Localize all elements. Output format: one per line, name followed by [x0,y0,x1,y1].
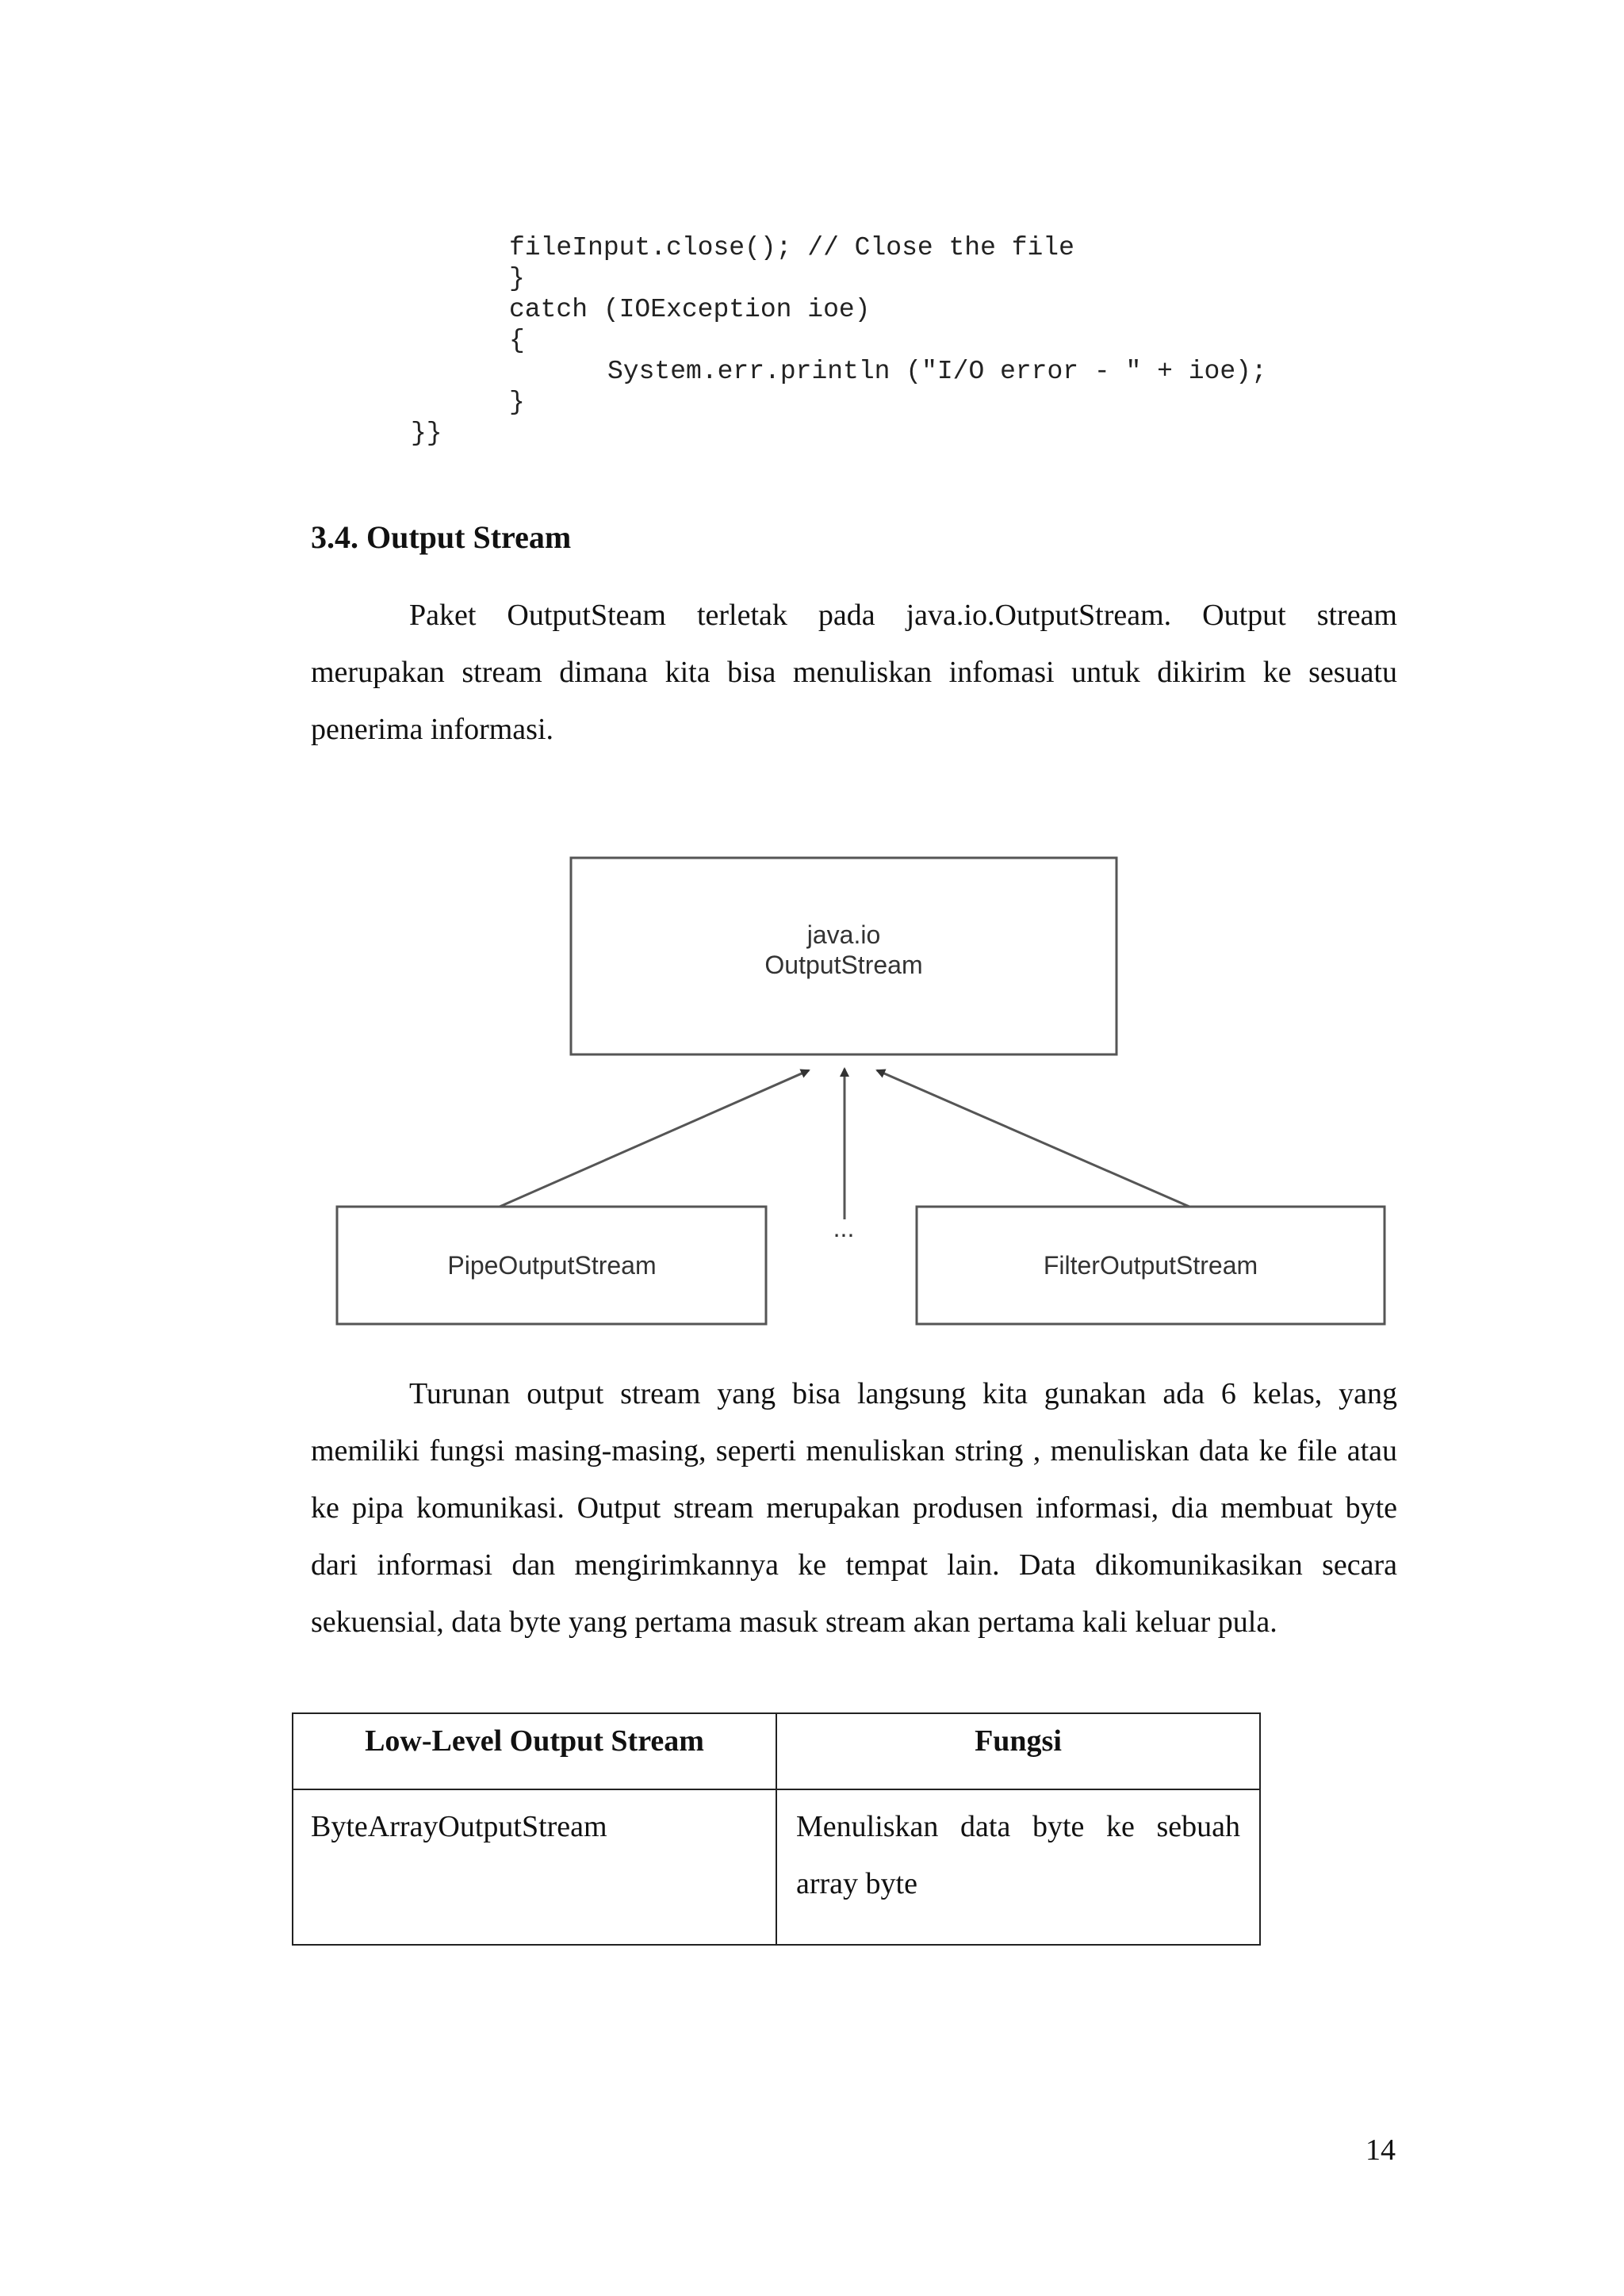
inheritance-arrow-right [877,1070,1189,1207]
output-stream-table [292,1712,1261,1946]
table-cell-stream: ByteArrayOutputStream [293,1789,776,1945]
child-class-label-right: FilterOutputStream [1043,1251,1258,1280]
code-line: System.err.println ("I/O error - " + ioe); [607,357,1267,386]
section-heading: 3.4. Output Stream [311,519,572,555]
code-line: catch (IOException ioe) [509,295,871,324]
paragraph-intro: Paket OutputSteam terletak pada java.io.OutputStream. Output stream merupakan stream dimana kita bisa menuliskan infomasi untuk dikirim ke sesuatu penerima informasi. [311,599,1397,746]
table-row [293,1789,1260,1945]
page-number: 14 [1365,2133,1396,2167]
code-line: }} [411,419,442,448]
parent-class-label-line1: java.io [806,920,881,949]
table-header-row [293,1713,1260,1789]
table-cell-fungsi: Menuliskan data byte ke sebuah array byte [776,1789,1260,1945]
more-subclasses-ellipsis: ... [833,1214,855,1242]
code-line: } [509,388,525,417]
code-line: fileInput.close(); // Close the file [509,233,1074,262]
table-header-fungsi: Fungsi [776,1713,1260,1789]
inheritance-arrow-left [500,1070,809,1207]
class-hierarchy-diagram [317,840,1411,1348]
parent-class-label-line2: OutputStream [764,951,923,979]
child-class-label-left: PipeOutputStream [447,1251,657,1280]
code-block [0,0,1267,448]
code-line: } [509,264,525,293]
table-header-stream: Low-Level Output Stream [293,1713,776,1789]
paragraph-description: Turunan output stream yang bisa langsung kita gunakan ada 6 kelas, yang memiliki fungsi masing-masing, seperti menuliskan string , menuliskan data ke file atau ke pipa komunikasi. Output stream merupakan produsen informasi, dia membuat byte dari informasi dan mengirimkannya ke tempat lain. Data dikomunikasikan secara sekuensial, data byte yang pertama masuk stream akan pertama kali keluar pula. [311,1377,1397,1639]
code-line: { [509,326,525,355]
